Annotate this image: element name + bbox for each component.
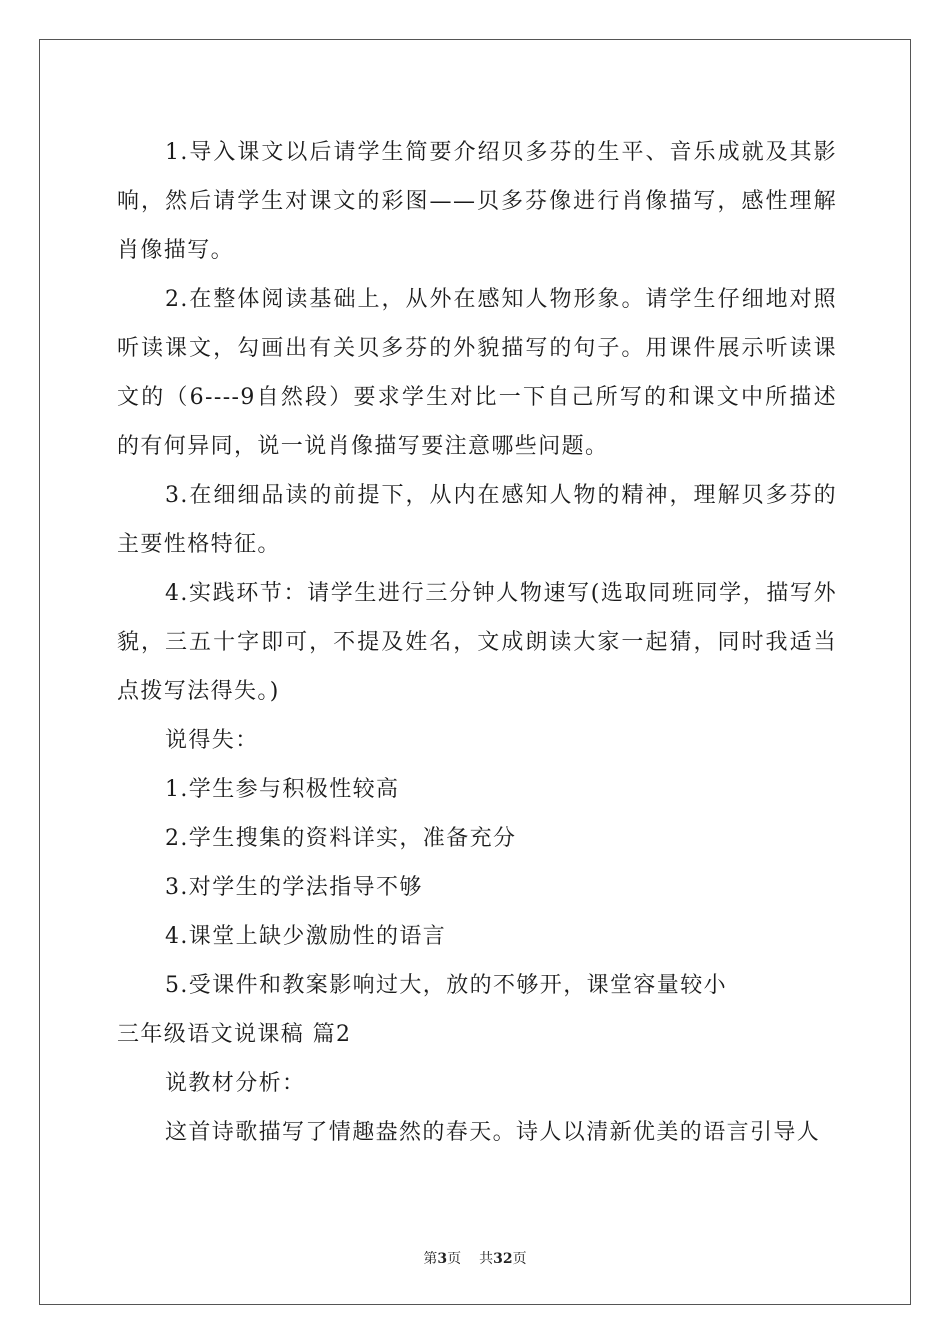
- paragraph-3: 3.在细细品读的前提下，从内在感知人物的精神，理解贝多芬的主要性格特征。: [117, 483, 837, 557]
- page-number: 3: [437, 1251, 448, 1267]
- document-body: [117, 128, 837, 1157]
- total-prefix: 共: [479, 1251, 494, 1267]
- material-title: 说教材分析：: [165, 1071, 306, 1096]
- gains-item: 1.学生参与积极性较高: [165, 777, 400, 802]
- page-prefix: 第: [423, 1251, 438, 1267]
- total-suffix: 页: [512, 1251, 527, 1267]
- gains-item: 5.受课件和教案影响过大，放的不够开，课堂容量较小: [165, 973, 727, 998]
- section-heading: 三年级语文说课稿 篇2: [117, 1022, 352, 1047]
- gains-item: 3.对学生的学法指导不够: [165, 875, 423, 900]
- page-suffix: 页: [447, 1251, 462, 1267]
- gains-title: 说得失：: [165, 728, 259, 753]
- material-text: 这首诗歌描写了情趣盎然的春天。诗人以清新优美的语言引导人: [165, 1120, 821, 1145]
- gains-item: 4.课堂上缺少激励性的语言: [165, 924, 447, 949]
- paragraph-1: 1.导入课文以后请学生简要介绍贝多芬的生平、音乐成就及其影响，然后请学生对课文的彩图——贝多芬像进行肖像描写，感性理解肖像描写。: [117, 140, 837, 263]
- total-pages: 32: [493, 1251, 513, 1267]
- gains-item: 2.学生搜集的资料详实，准备充分: [165, 826, 517, 851]
- paragraph-2: 2.在整体阅读基础上，从外在感知人物形象。请学生仔细地对照听读课文，勾画出有关贝多芬的外貌描写的句子。用课件展示听读课文的（6----9自然段）要求学生对比一下自己所写的和课文中所描述的有何异同，说一说肖像描写要注意哪些问题。: [117, 287, 837, 459]
- page-footer: [0, 1248, 950, 1268]
- paragraph-4: 4.实践环节：请学生进行三分钟人物速写(选取同班同学，描写外貌，三五十字即可，不提及姓名，文成朗读大家一起猜，同时我适当点拨写法得失。): [117, 581, 837, 704]
